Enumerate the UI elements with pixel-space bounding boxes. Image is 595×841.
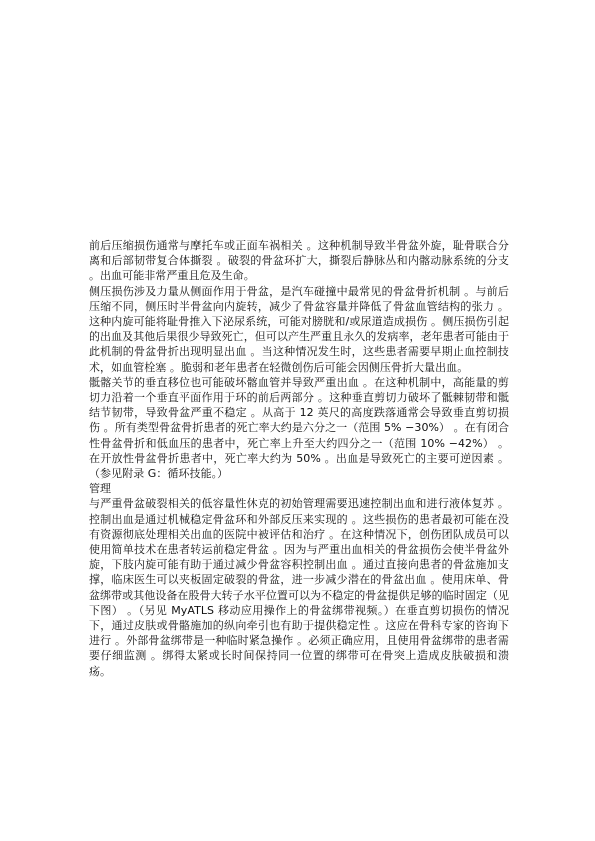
document-body xyxy=(89,238,509,679)
paragraph-management: 与严重骨盆破裂相关的低容量性休克的初始管理需要迅速控制出血和进行液体复苏 。控制出血是通过机械稳定骨盆环和外部反压来实现的 。这些损伤的患者最初可能在没有资源彻底处理相关出血的医院中被评估和治疗 。在这种情况下，创伤团队成员可以使用简单技术在患者转运前稳定骨盆 。因为与严重出血相关的骨盆损伤会使半骨盆外旋，下肢内旋可能有助于通过减少骨盆容积控制出血 。通过直接向患者的骨盆施加支撑，临床医生可以夹板固定破裂的骨盆，进一步减少潜在的骨盆出血 。使用床单、骨盆绑带或其他设备在股骨大转子水平位置可以为不稳定的骨盆提供足够的临时固定（见下图） 。（另见 MyATLS 移动应用操作上的骨盆绑带视频。）在垂直剪切损伤的情况下，通过皮肤或骨骼施加的纵向牵引也有助于提供稳定性 。这应在骨科专家的咨询下进行 。外部骨盆绑带是一种临时紧急操作 。必须正确应用，且使用骨盆绑带的患者需要仔细监测 。绑得太紧或长时间保持同一位置的绑带可在骨突上造成皮肤破损和溃疡。 xyxy=(89,497,509,678)
paragraph-lateral-compression: 侧压损伤涉及力量从侧面作用于骨盆，是汽车碰撞中最常见的骨盆骨折机制 。与前后压缩不同，侧压时半骨盆向内旋转，减少了骨盆容量并降低了骨盆血管结构的张力 。这种内旋可能将耻骨推入下泌尿系统，可能对膀胱和/或尿道造成损伤 。侧压损伤引起的出血及其他后果很少导致死亡，但可以产生严重且永久的发病率，老年患者可能由于此机制的骨盆骨折出现明显出血 。当这种情况发生时，这些患者需要早期止血控制技术，如血管栓塞 。脆弱和老年患者在轻微创伤后可能会因侧压骨折大量出血。 xyxy=(89,284,509,374)
paragraph-vertical-shear: 骶髂关节的垂直移位也可能破坏髂血管并导致严重出血 。在这种机制中，高能量的剪切力沿着一个垂直平面作用于环的前后两部分 。这种垂直剪切力破坏了骶棘韧带和骶结节韧带，导致骨盆严重不稳定 。从高于 12 英尺的高度跌落通常会导致垂直剪切损伤 。所有类型骨盆骨折患者的死亡率大约是六分之一（范围 5% −30%） 。在有闭合性骨盆骨折和低血压的患者中，死亡率上升至大约四分之一（范围 10% −42%） 。在开放性骨盆骨折患者中，死亡率大约为 50% 。出血是导致死亡的主要可逆因素 。（参见附录 G：循环技能。） xyxy=(89,375,509,481)
paragraph-anteroposterior-compression: 前后压缩损伤通常与摩托车或正面车祸相关 。这种机制导致半骨盆外旋，耻骨联合分离和后部韧带复合体撕裂 。破裂的骨盆环扩大，撕裂后静脉丛和内髂动脉系统的分支 。出血可能非常严重且危及生命。 xyxy=(89,239,509,283)
section-heading-management: 管理 xyxy=(89,482,112,496)
